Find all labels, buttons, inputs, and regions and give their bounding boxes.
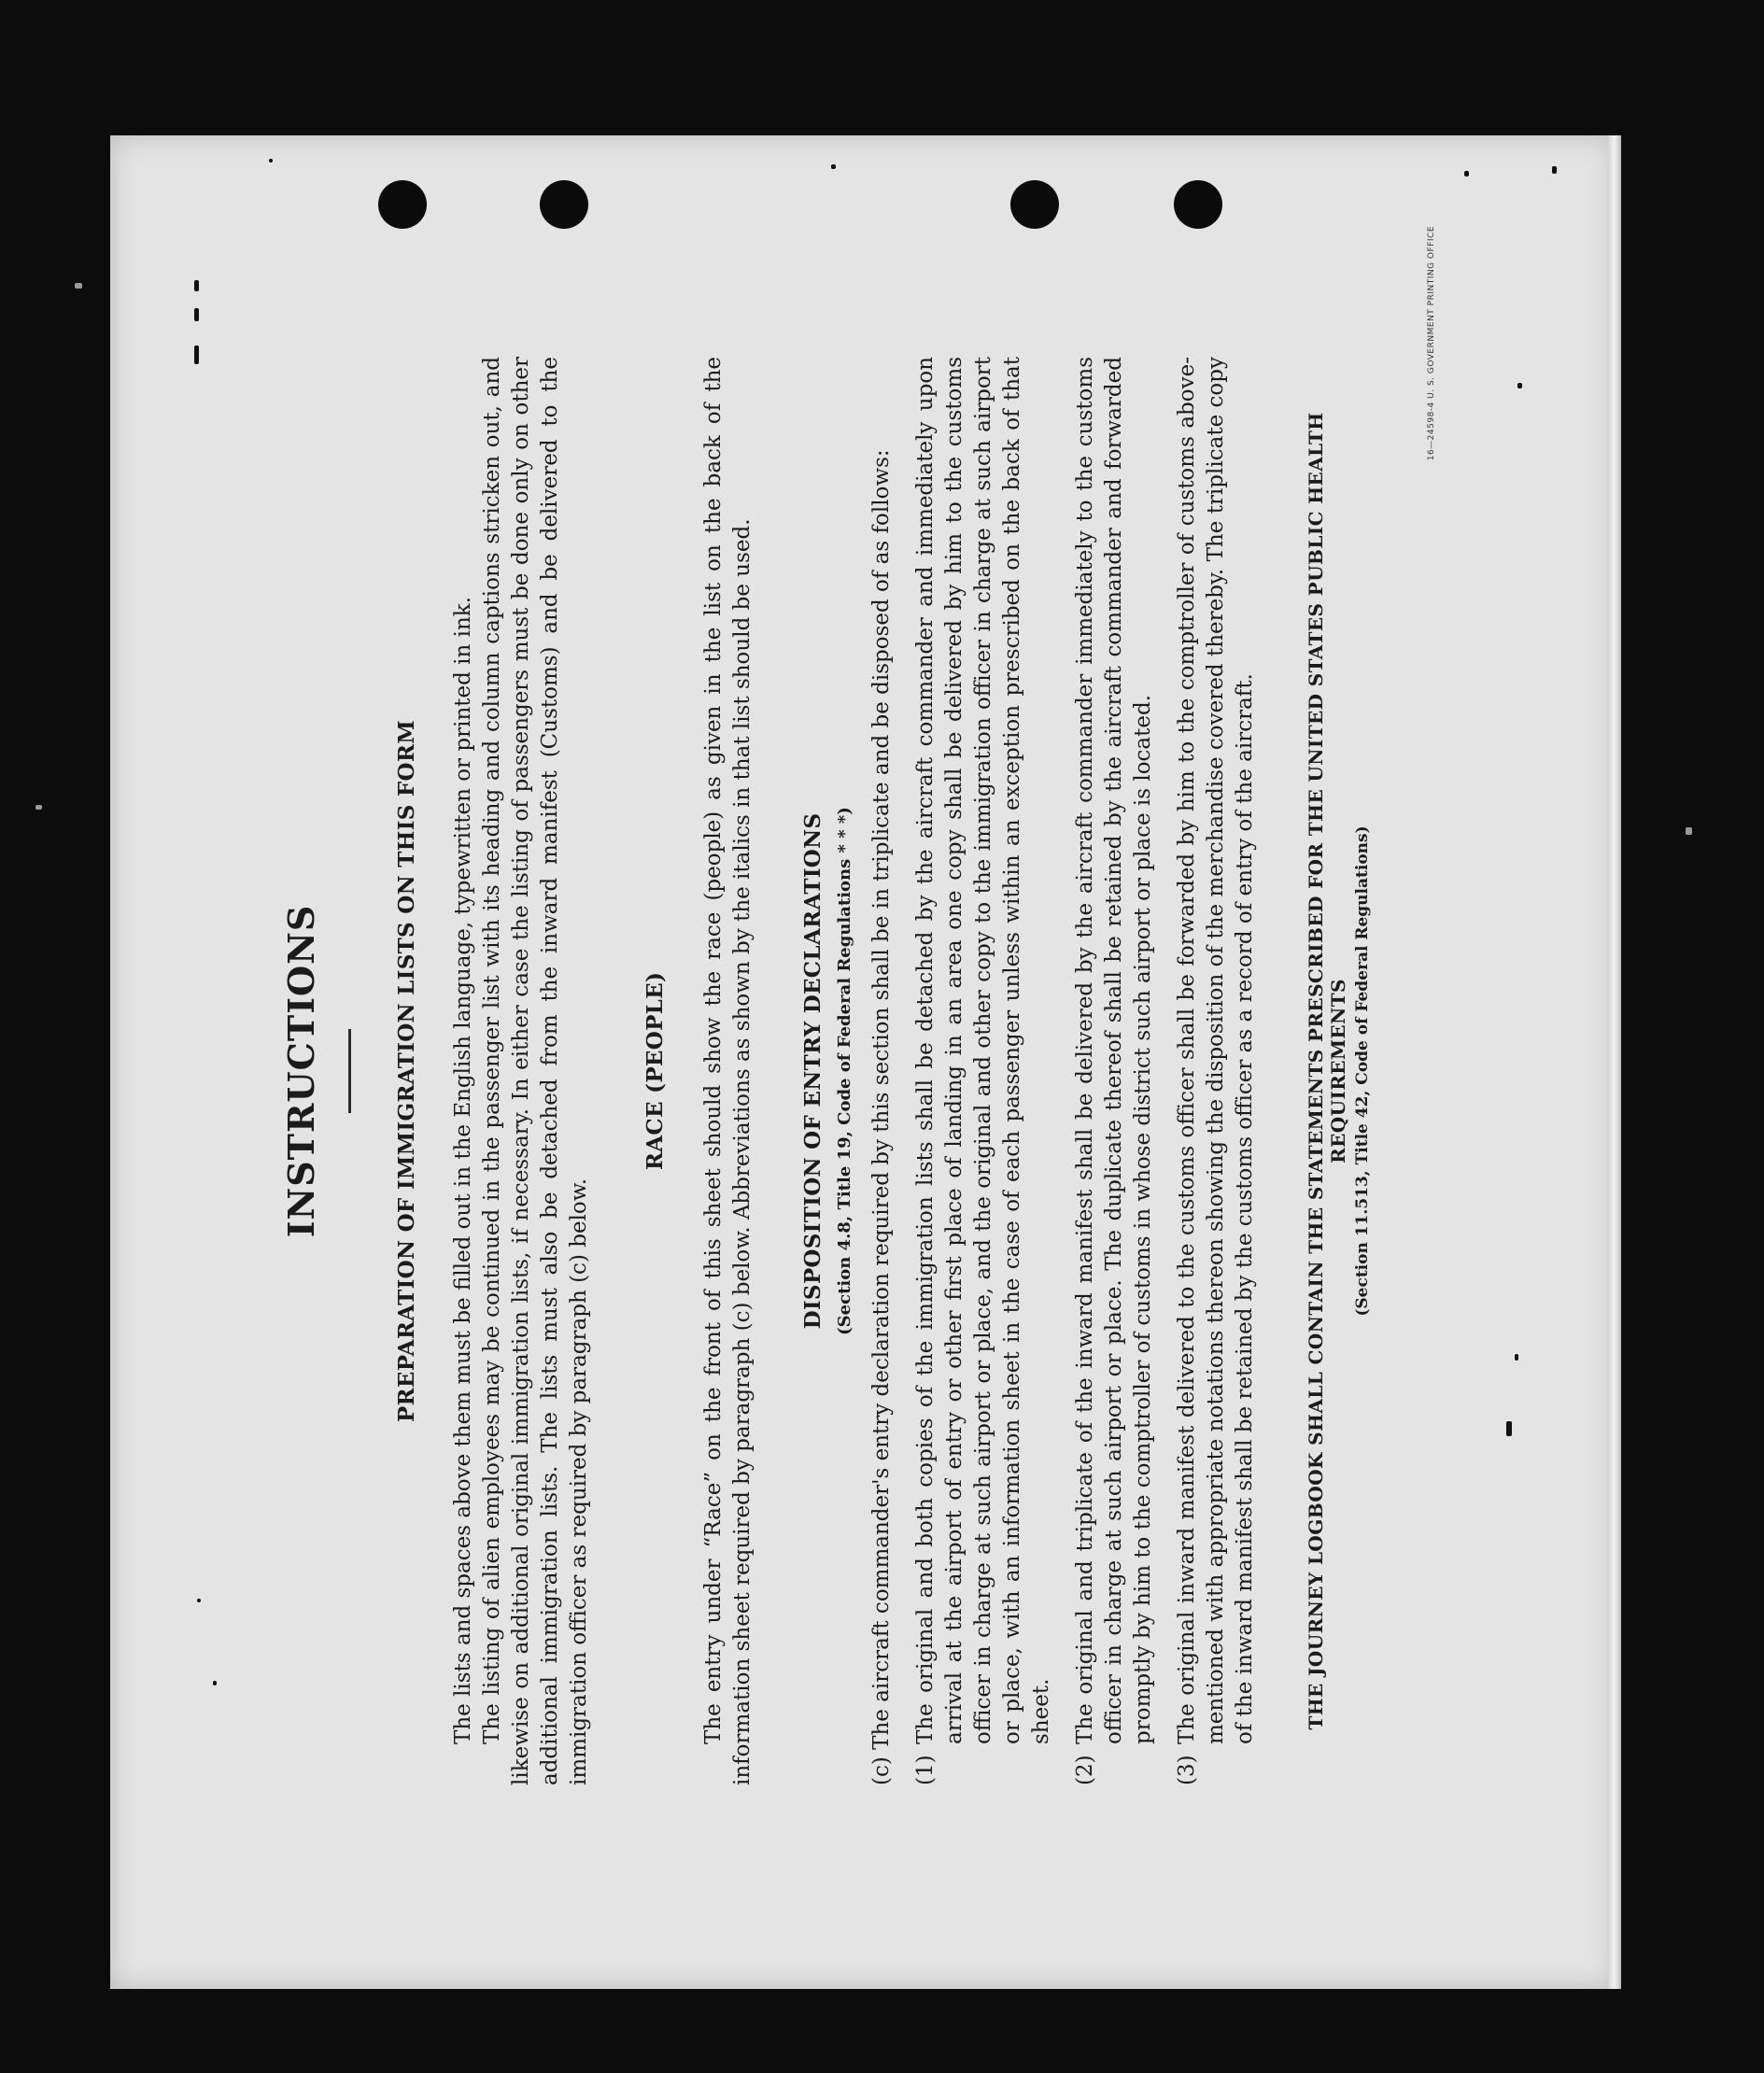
disposition-clause-c <box>868 357 896 1785</box>
clause-label: (c) <box>869 1756 894 1785</box>
item-number: (2) <box>1073 1755 1097 1785</box>
title-divider <box>348 1029 351 1113</box>
disposition-item-2 <box>1071 357 1158 1785</box>
page-edge <box>1608 135 1621 1989</box>
public-health-citation: (Section 11.513, Title 42, Code of Federal Regulations) <box>1353 825 1372 1317</box>
preparation-para-1: The lists and spaces above them must be filled out in the English language, typewritten or printed in ink. <box>451 596 475 1744</box>
clause-text: The aircraft commander's entry declaration required by this section shall be in triplicate and be disposed of as follows: <box>869 449 894 1750</box>
disposition-citation: (Section 4.8, Title 19, Code of Federal Regulations * * *) <box>835 807 854 1335</box>
preparation-para-2: The listing of alien employees may be continued in the passenger list with its heading and column captions stricken out, and likewise on additional original immigration lists, if necessary. In either case the listing of passengers must be done only on other additional immigration lists. The lists must also be detached from the inward manifest (Customs) and be delivered to the immigration officer as required by paragraph (c) below. <box>480 357 591 1785</box>
item-number: (1) <box>913 1755 938 1785</box>
item-number: (3) <box>1175 1755 1199 1785</box>
public-health-statement: THE JOURNEY LOGBOOK SHALL CONTAIN THE STATEMENTS PRESCRIBED FOR THE UNITED STATES PUBLIC HEALTH REQUIREMENTS <box>1305 412 1349 1730</box>
section-heading-race: RACE (PEOPLE) <box>642 971 668 1171</box>
scan-speck <box>1552 166 1557 174</box>
scan-speck <box>1464 171 1469 176</box>
section-heading-preparation: PREPARATION OF IMMIGRATION LISTS ON THIS FORM <box>394 719 419 1423</box>
item-text: The original and both copies of the immigration lists shall be detached by the aircraft commander and immediately upon arrival at the airport of entry or other first place of landing in an area one copy shall be delivered by him to the customs officer in charge at such airport or place, and the original and other copy to the immigration officer in charge at such airport or place, with an information sheet in the case of each passenger unless within an exception prescribed on the back of that sheet. <box>913 357 1053 1744</box>
scan-speck <box>831 164 836 169</box>
race-para: The entry under “Race” on the front of this sheet should show the race (people) as given in the list on the back of the information sheet required by paragraph (c) below. Abbreviations as shown by the italics in that list should be used. <box>701 357 755 1785</box>
printer-imprint: 16—24598-4 U. S. GOVERNMENT PRINTING OFFICE <box>1427 226 1436 461</box>
item-text: The original and triplicate of the inward manifest shall be delivered by the aircraft commander immediately to the customs officer in charge at such airport or place. The duplicate thereof shall be retained by the aircraft commander and forwarded promptly by him to the comptroller of customs in whose district such airport or place is located. <box>1073 357 1155 1744</box>
disposition-item-3 <box>1173 357 1260 1785</box>
item-text: The original inward manifest delivered to the customs officer shall be forwarded by him to the comptroller of customs above-mentioned with appropriate notations thereon showing the disposition of the merchandise covered thereby. The triplicate copy of the inward manifest shall be retained by the customs officer as a record of entry of the aircraft. <box>1175 357 1257 1744</box>
section-heading-disposition: DISPOSITION OF ENTRY DECLARATIONS <box>800 812 826 1330</box>
scan-speck <box>35 805 42 810</box>
scan-speck <box>269 159 273 162</box>
scan-speck <box>1686 827 1692 835</box>
disposition-item-1 <box>911 357 1056 1785</box>
document-title: INSTRUCTIONS <box>280 904 322 1238</box>
rotated-document-content <box>80 189 1537 1888</box>
